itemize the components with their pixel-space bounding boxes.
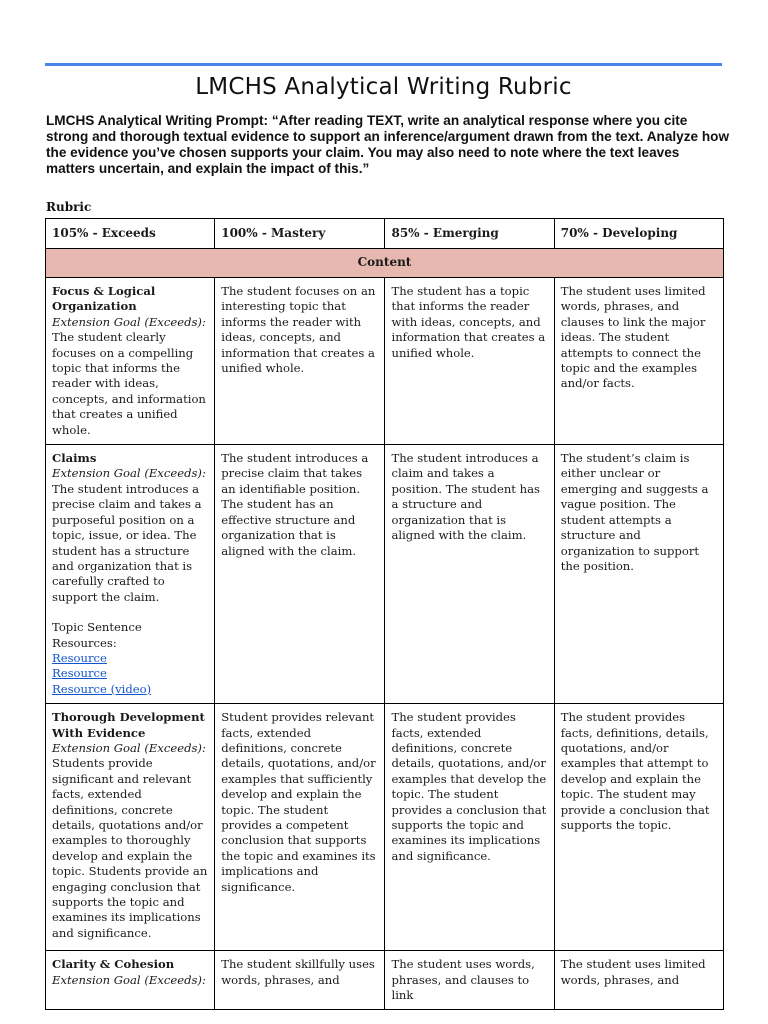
column-header-mastery: 100% - Mastery [215, 219, 385, 249]
criterion-name: Clarity & Cohesion [52, 957, 175, 972]
exceeds-description: The student clearly focuses on a compelling topic that informs the reader with ideas, concepts, and information that creates a unified whole. [52, 330, 206, 437]
rubric-row [46, 951, 724, 1010]
resource-link[interactable]: Resource [52, 650, 107, 665]
emerging-cell: The student has a topic that informs the reader with ideas, concepts, and information that creates a unified whole. [385, 278, 554, 445]
column-header-developing: 70% - Developing [554, 219, 723, 249]
criterion-cell [46, 278, 215, 445]
criterion-name: Claims [52, 451, 97, 466]
resources-title: Topic Sentence Resources: [52, 620, 142, 650]
column-header-exceeds: 105% - Exceeds [46, 219, 215, 249]
extension-goal-label: Extension Goal (Exceeds): [52, 466, 206, 481]
extension-goal-label: Extension Goal (Exceeds): [52, 740, 206, 755]
developing-cell: The student uses limited words, phrases, and [554, 951, 723, 1010]
mastery-cell: The student focuses on an interesting topic that informs the reader with ideas, concepts, and information that creates a unified whole. [215, 278, 385, 445]
exceeds-description: Students provide significant and relevant facts, extended definitions, concrete details, quotations and/or examples to thoroughly develop and explain the topic. Students provide an engaging conclusion that supports the topic and examines its implications and significance. [52, 756, 208, 940]
exceeds-description: The student introduces a precise claim and takes a purposeful position on a topic, issue, or idea. The student has a structure and organization that is carefully crafted to support the claim. [52, 481, 202, 604]
developing-cell: The student provides facts, definitions, details, quotations, and/or examples that attempt to develop and explain the topic. The student may provide a conclusion that supports the topic. [554, 704, 723, 951]
resource-video-link[interactable]: Resource (video) [52, 681, 152, 696]
criterion-cell [46, 704, 215, 951]
mastery-cell: Student provides relevant facts, extended definitions, concrete details, quotations, and/or examples that sufficiently develop and explain the topic. The student provides a competent conclusion that supports the topic and examines its implications and significance. [215, 704, 385, 951]
developing-cell: The student’s claim is either unclear or emerging and suggests a vague position. The student attempts a structure and organization to support the position. [554, 445, 723, 704]
rubric-table [45, 218, 724, 1010]
page-title: LMCHS Analytical Writing Rubric [195, 74, 572, 100]
mastery-cell: The student skillfully uses words, phrases, and [215, 951, 385, 1010]
criterion-cell [46, 951, 215, 1010]
rubric-row [46, 278, 724, 445]
extension-goal-label: Extension Goal (Exceeds): [52, 314, 206, 329]
rubric-row [46, 704, 724, 951]
emerging-cell: The student introduces a claim and takes a position. The student has a structure and organization that is aligned with the claim. [385, 445, 554, 704]
section-title: Content [46, 249, 724, 278]
extension-goal-label: Extension Goal (Exceeds): [52, 972, 206, 987]
section-row-content [46, 249, 724, 278]
resource-link[interactable]: Resource [52, 666, 107, 681]
emerging-cell: The student provides facts, extended definitions, concrete details, quotations, and/or examples that develop the topic. The student provides a conclusion that supports the topic and examines its implications and significance. [385, 704, 554, 951]
criterion-name: Focus & Logical Organization [52, 284, 156, 314]
mastery-cell: The student introduces a precise claim that takes an identifiable position. The student has an effective structure and organization that is aligned with the claim. [215, 445, 385, 704]
criterion-cell [46, 445, 215, 704]
rubric-label: Rubric [46, 200, 92, 214]
developing-cell: The student uses limited words, phrases, and clauses to link the major ideas. The student attempts to connect the topic and the examples and/or facts. [554, 278, 723, 445]
header-rule [45, 63, 722, 66]
criterion-name: Thorough Development With Evidence [52, 710, 205, 740]
emerging-cell: The student uses words, phrases, and clauses to link [385, 951, 554, 1010]
column-header-emerging: 85% - Emerging [385, 219, 554, 249]
writing-prompt: LMCHS Analytical Writing Prompt: “After reading TEXT, write an analytical response where you cite strong and thorough textual evidence to support an inference/argument drawn from the text. Analyze how the evidence you’ve chosen supports your claim. You may also need to note where the text leaves matters uncertain, and explain the impact of this.” [46, 113, 730, 176]
header-row [46, 219, 724, 249]
rubric-row [46, 445, 724, 704]
